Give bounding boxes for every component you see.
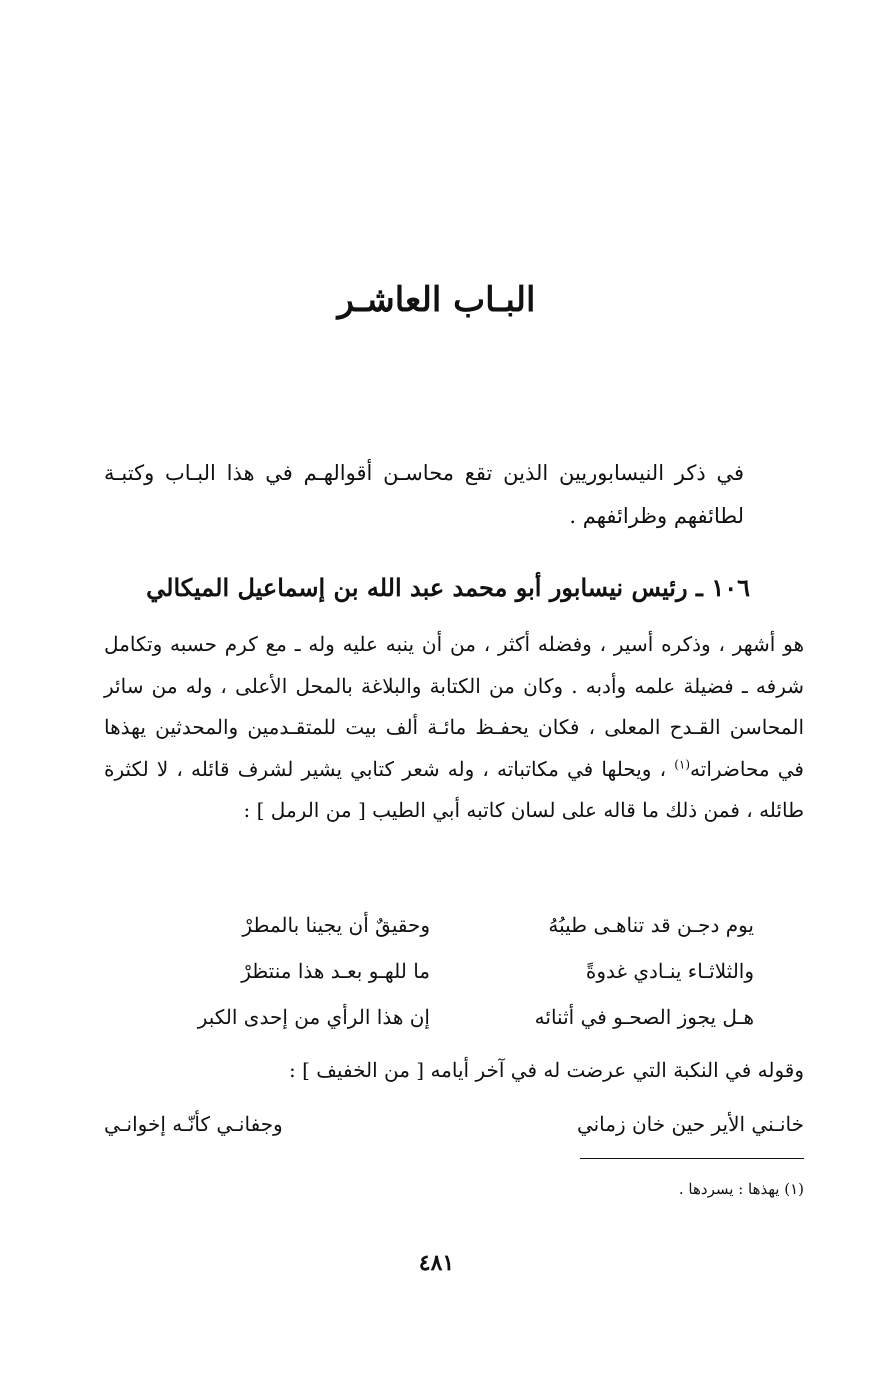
verse-first-hemistich: يوم دجـن قد تناهـى طيبُهُ (548, 913, 754, 937)
entry-number: ١٠٦ (711, 573, 750, 602)
page-number: ٤٨١ (418, 1250, 455, 1276)
poem-verse (150, 948, 754, 994)
second-poem-verse (104, 1101, 804, 1147)
chapter-intro: في ذكر النيسابوريين الذين تقع محاسـن أقوالهـم في هذا البـاب وكتبـة لطائفهم وظرائفهم . (104, 461, 744, 528)
verse-first-hemistich: هـل يجوز الصحـو في أثنائه (534, 1005, 754, 1029)
verse-second-hemistich: إن هذا الرأي من إحدى الكبر (197, 1005, 430, 1029)
poem (150, 902, 754, 1040)
footnote: (١) يهذها : يسردها . (678, 1180, 804, 1198)
verse-second-hemistich: وحقيقٌ أن يجينا بالمطرْ (242, 913, 430, 937)
poem-verse (150, 994, 754, 1040)
entry-body (104, 624, 804, 832)
verse-first-hemistich: خانـني الأير حين خان زماني (576, 1112, 804, 1136)
verse-second-hemistich: وجفانـي كأنّـه إخوانـي (104, 1112, 283, 1136)
verse-second-hemistich: ما للهـو بعـد هذا منتظرْ (241, 959, 430, 983)
entry-dash: ـ (687, 573, 712, 602)
footnote-reference: (١) (674, 756, 691, 771)
entry-heading (120, 566, 750, 610)
entry-title: رئيس نيسابور أبو محمد عبد الله بن إسماعيل الميكالي (146, 573, 688, 602)
footnote-divider (580, 1158, 804, 1159)
poem-verse (150, 902, 754, 948)
body-text-part-2: ، ويحلها في مكاتباته ، وله شعر كتابي يشير لشرف قائله ، لا لكثرة طائله ، فمن ذلك ما قاله على لسان كاتبه أبي الطيب [ من الرمل ] : (104, 756, 804, 822)
verse-first-hemistich: والثلاثـاء ينـادي غدوةً (585, 959, 754, 983)
second-poem-intro: وقوله في النكبة التي عرضت له في آخر أيامه [ من الخفيف ] : (288, 1058, 804, 1082)
chapter-title: البـاب العاشـر (337, 280, 536, 320)
body-text-part-1: هو أشهر ، وذكره أسير ، وفضله أكثر ، من أن ينبه عليه وله ـ مع كرم حسبه وتكامل شرفه ـ فضيلة علمه وأدبه . وكان من الكتابة والبلاغة بالمحل الأعلى ، وله من سائر المحاسن القـدح المعلى ، فكان يحفـظ مائـة ألف بيت للمتقـدمين والمحدثين يهذها في محاضراته (104, 632, 804, 781)
